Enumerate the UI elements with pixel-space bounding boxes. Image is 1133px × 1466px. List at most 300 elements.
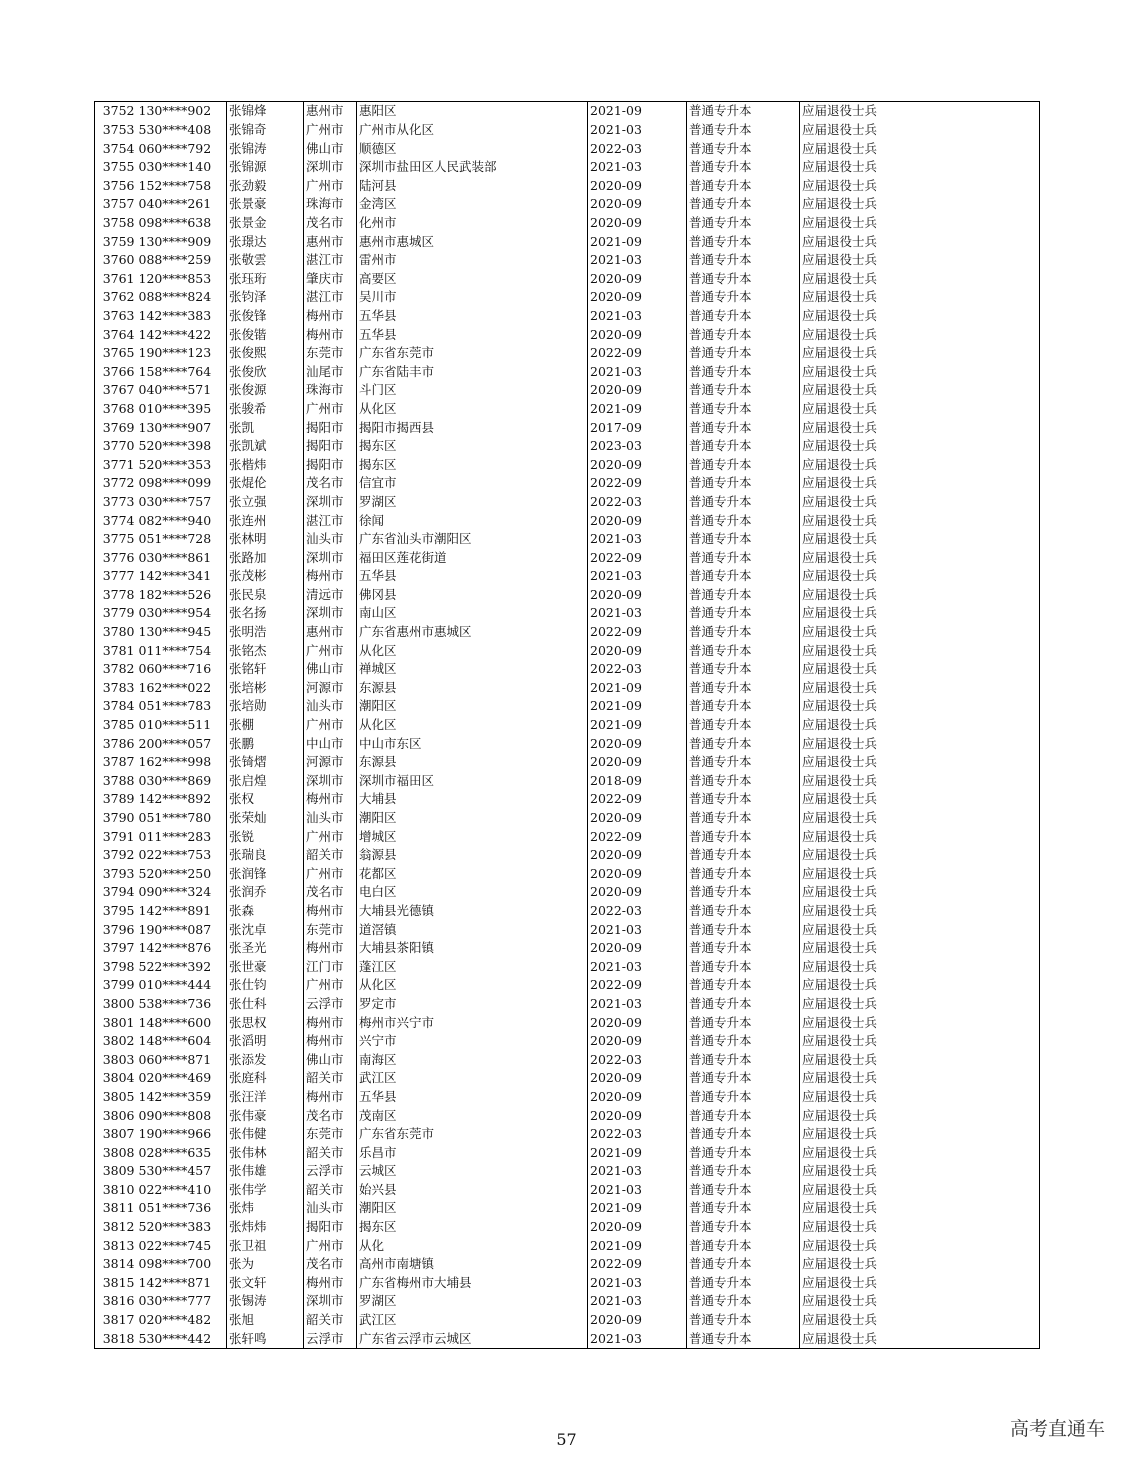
cell-seq: 3780: [95, 623, 137, 642]
cell-date: 2022-09: [588, 790, 687, 809]
cell-category: 应届退役士兵: [800, 1050, 1040, 1069]
cell-city: 惠州市: [304, 623, 357, 642]
cell-type: 普通专升本: [687, 1069, 800, 1088]
cell-cand: 040****261: [137, 195, 227, 214]
table-row: [95, 902, 1040, 921]
cell-date: 2021-03: [588, 920, 687, 939]
cell-type: 普通专升本: [687, 1087, 800, 1106]
cell-type: 普通专升本: [687, 362, 800, 381]
cell-category: 应届退役士兵: [800, 102, 1040, 121]
cell-category: 应届退役士兵: [800, 641, 1040, 660]
cell-category: 应届退役士兵: [800, 809, 1040, 828]
cell-cand: 051****780: [137, 809, 227, 828]
cell-cand: 142****383: [137, 307, 227, 326]
cell-cand: 142****871: [137, 1273, 227, 1292]
table-row: [95, 1106, 1040, 1125]
cell-district: 乐昌市: [357, 1143, 588, 1162]
cell-category: 应届退役士兵: [800, 1329, 1040, 1348]
cell-city: 东莞市: [304, 344, 357, 363]
cell-seq: 3769: [95, 418, 137, 437]
cell-date: 2021-03: [588, 362, 687, 381]
cell-date: 2021-03: [588, 121, 687, 140]
cell-cand: 520****398: [137, 437, 227, 456]
cell-name: 张为: [227, 1255, 304, 1274]
cell-name: 张润锋: [227, 864, 304, 883]
cell-category: 应届退役士兵: [800, 623, 1040, 642]
cell-cand: 051****736: [137, 1199, 227, 1218]
cell-name: 张敬雲: [227, 251, 304, 270]
cell-date: 2021-03: [588, 1180, 687, 1199]
table-row: [95, 976, 1040, 995]
cell-type: 普通专升本: [687, 660, 800, 679]
table-row: [95, 1273, 1040, 1292]
cell-district: 佛冈县: [357, 585, 588, 604]
cell-district: 陆河县: [357, 176, 588, 195]
cell-category: 应届退役士兵: [800, 288, 1040, 307]
cell-city: 韶关市: [304, 1311, 357, 1330]
cell-category: 应届退役士兵: [800, 381, 1040, 400]
cell-category: 应届退役士兵: [800, 344, 1040, 363]
cell-cand: 030****861: [137, 548, 227, 567]
cell-type: 普通专升本: [687, 437, 800, 456]
cell-seq: 3779: [95, 604, 137, 623]
cell-name: 张圣光: [227, 939, 304, 958]
cell-district: 高州市南塘镇: [357, 1255, 588, 1274]
cell-district: 广东省汕头市潮阳区: [357, 530, 588, 549]
cell-name: 张铭杰: [227, 641, 304, 660]
cell-district: 五华县: [357, 307, 588, 326]
table-row: [95, 1013, 1040, 1032]
cell-date: 2021-03: [588, 567, 687, 586]
cell-city: 湛江市: [304, 288, 357, 307]
cell-category: 应届退役士兵: [800, 1013, 1040, 1032]
cell-name: 张滔明: [227, 1032, 304, 1051]
cell-date: 2021-09: [588, 697, 687, 716]
cell-date: 2022-09: [588, 976, 687, 995]
cell-cand: 520****383: [137, 1218, 227, 1237]
cell-district: 武江区: [357, 1311, 588, 1330]
cell-city: 韶关市: [304, 1069, 357, 1088]
cell-date: 2021-03: [588, 1292, 687, 1311]
cell-district: 揭东区: [357, 1218, 588, 1237]
cell-name: 张俊锴: [227, 325, 304, 344]
cell-type: 普通专升本: [687, 474, 800, 493]
cell-city: 汕尾市: [304, 362, 357, 381]
cell-seq: 3759: [95, 232, 137, 251]
cell-seq: 3784: [95, 697, 137, 716]
cell-date: 2022-09: [588, 474, 687, 493]
cell-city: 东莞市: [304, 1125, 357, 1144]
cell-category: 应届退役士兵: [800, 139, 1040, 158]
cell-city: 云浮市: [304, 1162, 357, 1181]
cell-city: 梅州市: [304, 1087, 357, 1106]
cell-category: 应届退役士兵: [800, 1311, 1040, 1330]
cell-seq: 3818: [95, 1329, 137, 1348]
cell-date: 2018-09: [588, 771, 687, 790]
cell-city: 佛山市: [304, 1050, 357, 1069]
cell-category: 应届退役士兵: [800, 437, 1040, 456]
cell-category: 应届退役士兵: [800, 716, 1040, 735]
cell-name: 张锦源: [227, 158, 304, 177]
cell-cand: 090****808: [137, 1106, 227, 1125]
cell-cand: 010****444: [137, 976, 227, 995]
cell-type: 普通专升本: [687, 716, 800, 735]
cell-seq: 3807: [95, 1125, 137, 1144]
cell-category: 应届退役士兵: [800, 400, 1040, 419]
cell-name: 张茂彬: [227, 567, 304, 586]
cell-cand: 120****853: [137, 269, 227, 288]
cell-cand: 538****736: [137, 995, 227, 1014]
cell-category: 应届退役士兵: [800, 939, 1040, 958]
table-row: [95, 362, 1040, 381]
cell-type: 普通专升本: [687, 1218, 800, 1237]
cell-seq: 3810: [95, 1180, 137, 1199]
cell-cand: 190****123: [137, 344, 227, 363]
table-row: [95, 214, 1040, 233]
cell-seq: 3790: [95, 809, 137, 828]
cell-name: 张俊欣: [227, 362, 304, 381]
cell-category: 应届退役士兵: [800, 753, 1040, 772]
cell-category: 应届退役士兵: [800, 195, 1040, 214]
cell-district: 雷州市: [357, 251, 588, 270]
cell-name: 张劲毅: [227, 176, 304, 195]
cell-category: 应届退役士兵: [800, 214, 1040, 233]
cell-name: 张锦奇: [227, 121, 304, 140]
cell-category: 应届退役士兵: [800, 548, 1040, 567]
cell-seq: 3765: [95, 344, 137, 363]
cell-cand: 051****728: [137, 530, 227, 549]
cell-name: 张锦烽: [227, 102, 304, 121]
cell-cand: 520****250: [137, 864, 227, 883]
cell-name: 张启煌: [227, 771, 304, 790]
cell-district: 金湾区: [357, 195, 588, 214]
cell-type: 普通专升本: [687, 288, 800, 307]
cell-name: 张景金: [227, 214, 304, 233]
cell-city: 深圳市: [304, 548, 357, 567]
cell-type: 普通专升本: [687, 1013, 800, 1032]
cell-type: 普通专升本: [687, 1032, 800, 1051]
cell-seq: 3777: [95, 567, 137, 586]
table-row: [95, 641, 1040, 660]
cell-type: 普通专升本: [687, 418, 800, 437]
cell-name: 张卫祖: [227, 1236, 304, 1255]
cell-date: 2020-09: [588, 585, 687, 604]
cell-category: 应届退役士兵: [800, 567, 1040, 586]
table-row: [95, 381, 1040, 400]
table-row: [95, 1292, 1040, 1311]
table-row: [95, 418, 1040, 437]
cell-seq: 3761: [95, 269, 137, 288]
cell-seq: 3755: [95, 158, 137, 177]
cell-date: 2022-03: [588, 139, 687, 158]
cell-cand: 190****966: [137, 1125, 227, 1144]
cell-type: 普通专升本: [687, 827, 800, 846]
cell-category: 应届退役士兵: [800, 474, 1040, 493]
cell-date: 2020-09: [588, 883, 687, 902]
cell-category: 应届退役士兵: [800, 1236, 1040, 1255]
cell-district: 云城区: [357, 1162, 588, 1181]
cell-date: 2020-09: [588, 176, 687, 195]
cell-cand: 130****902: [137, 102, 227, 121]
cell-district: 禅城区: [357, 660, 588, 679]
cell-type: 普通专升本: [687, 102, 800, 121]
cell-seq: 3811: [95, 1199, 137, 1218]
cell-district: 五华县: [357, 1087, 588, 1106]
cell-type: 普通专升本: [687, 957, 800, 976]
table-row: [95, 344, 1040, 363]
cell-city: 江门市: [304, 957, 357, 976]
cell-city: 梅州市: [304, 790, 357, 809]
cell-district: 从化: [357, 1236, 588, 1255]
cell-cand: 060****792: [137, 139, 227, 158]
cell-district: 从化区: [357, 641, 588, 660]
cell-district: 顺德区: [357, 139, 588, 158]
cell-seq: 3813: [95, 1236, 137, 1255]
cell-category: 应届退役士兵: [800, 678, 1040, 697]
cell-district: 罗湖区: [357, 1292, 588, 1311]
cell-name: 张钧泽: [227, 288, 304, 307]
cell-type: 普通专升本: [687, 1180, 800, 1199]
cell-city: 揭阳市: [304, 1218, 357, 1237]
table-row: [95, 1180, 1040, 1199]
cell-cand: 142****422: [137, 325, 227, 344]
table-row: [95, 1162, 1040, 1181]
cell-seq: 3766: [95, 362, 137, 381]
cell-city: 河源市: [304, 678, 357, 697]
cell-cand: 088****824: [137, 288, 227, 307]
cell-cand: 182****526: [137, 585, 227, 604]
table-row: [95, 1199, 1040, 1218]
cell-cand: 130****909: [137, 232, 227, 251]
cell-type: 普通专升本: [687, 176, 800, 195]
cell-type: 普通专升本: [687, 1199, 800, 1218]
cell-type: 普通专升本: [687, 158, 800, 177]
cell-date: 2020-09: [588, 269, 687, 288]
cell-category: 应届退役士兵: [800, 269, 1040, 288]
cell-cand: 010****511: [137, 716, 227, 735]
cell-type: 普通专升本: [687, 939, 800, 958]
cell-type: 普通专升本: [687, 511, 800, 530]
cell-category: 应届退役士兵: [800, 251, 1040, 270]
cell-name: 张路加: [227, 548, 304, 567]
cell-cand: 522****392: [137, 957, 227, 976]
cell-district: 惠阳区: [357, 102, 588, 121]
cell-name: 张培勋: [227, 697, 304, 716]
cell-district: 从化区: [357, 716, 588, 735]
cell-district: 梅州市兴宁市: [357, 1013, 588, 1032]
cell-date: 2022-03: [588, 492, 687, 511]
cell-city: 珠海市: [304, 381, 357, 400]
cell-city: 河源市: [304, 753, 357, 772]
cell-cand: 082****940: [137, 511, 227, 530]
cell-district: 翁源县: [357, 846, 588, 865]
table-row: [95, 195, 1040, 214]
table-row: [95, 995, 1040, 1014]
cell-date: 2020-09: [588, 288, 687, 307]
cell-name: 张沈卓: [227, 920, 304, 939]
cell-seq: 3786: [95, 734, 137, 753]
cell-category: 应届退役士兵: [800, 492, 1040, 511]
cell-district: 罗湖区: [357, 492, 588, 511]
cell-type: 普通专升本: [687, 455, 800, 474]
cell-district: 斗门区: [357, 381, 588, 400]
cell-type: 普通专升本: [687, 567, 800, 586]
cell-date: 2022-09: [588, 548, 687, 567]
cell-type: 普通专升本: [687, 902, 800, 921]
cell-date: 2022-09: [588, 1255, 687, 1274]
cell-seq: 3794: [95, 883, 137, 902]
cell-district: 深圳市盐田区人民武装部: [357, 158, 588, 177]
cell-name: 张林明: [227, 530, 304, 549]
cell-cand: 130****907: [137, 418, 227, 437]
cell-cand: 530****457: [137, 1162, 227, 1181]
cell-cand: 142****341: [137, 567, 227, 586]
cell-category: 应届退役士兵: [800, 121, 1040, 140]
cell-city: 广州市: [304, 1236, 357, 1255]
cell-cand: 030****757: [137, 492, 227, 511]
cell-type: 普通专升本: [687, 1162, 800, 1181]
cell-date: 2021-09: [588, 716, 687, 735]
cell-type: 普通专升本: [687, 214, 800, 233]
cell-cand: 020****469: [137, 1069, 227, 1088]
cell-type: 普通专升本: [687, 641, 800, 660]
table-row: [95, 139, 1040, 158]
table-row: [95, 623, 1040, 642]
cell-district: 大埔县光德镇: [357, 902, 588, 921]
cell-district: 从化区: [357, 976, 588, 995]
table-row: [95, 939, 1040, 958]
cell-date: 2021-03: [588, 307, 687, 326]
cell-district: 惠州市惠城区: [357, 232, 588, 251]
cell-type: 普通专升本: [687, 809, 800, 828]
cell-category: 应届退役士兵: [800, 734, 1040, 753]
cell-cand: 148****600: [137, 1013, 227, 1032]
cell-cand: 530****408: [137, 121, 227, 140]
cell-district: 化州市: [357, 214, 588, 233]
cell-city: 揭阳市: [304, 437, 357, 456]
table-row: [95, 455, 1040, 474]
cell-category: 应届退役士兵: [800, 455, 1040, 474]
cell-seq: 3797: [95, 939, 137, 958]
cell-type: 普通专升本: [687, 753, 800, 772]
cell-district: 高要区: [357, 269, 588, 288]
table-row: [95, 697, 1040, 716]
cell-name: 张润乔: [227, 883, 304, 902]
cell-district: 大埔县: [357, 790, 588, 809]
cell-date: 2020-09: [588, 455, 687, 474]
cell-cand: 200****057: [137, 734, 227, 753]
cell-category: 应届退役士兵: [800, 585, 1040, 604]
cell-name: 张璟达: [227, 232, 304, 251]
cell-cand: 030****869: [137, 771, 227, 790]
table-row: [95, 1329, 1040, 1348]
cell-district: 中山市东区: [357, 734, 588, 753]
cell-category: 应届退役士兵: [800, 883, 1040, 902]
cell-date: 2021-03: [588, 995, 687, 1014]
cell-name: 张名扬: [227, 604, 304, 623]
cell-type: 普通专升本: [687, 1255, 800, 1274]
cell-district: 东源县: [357, 678, 588, 697]
cell-cand: 162****998: [137, 753, 227, 772]
cell-seq: 3771: [95, 455, 137, 474]
cell-name: 张轩鸣: [227, 1329, 304, 1348]
cell-name: 张世豪: [227, 957, 304, 976]
cell-district: 从化区: [357, 400, 588, 419]
cell-date: 2021-09: [588, 1143, 687, 1162]
cell-date: 2020-09: [588, 214, 687, 233]
table-row: [95, 1069, 1040, 1088]
cell-district: 徐闻: [357, 511, 588, 530]
cell-date: 2021-03: [588, 251, 687, 270]
table-row: [95, 790, 1040, 809]
cell-seq: 3760: [95, 251, 137, 270]
cell-city: 深圳市: [304, 492, 357, 511]
cell-type: 普通专升本: [687, 790, 800, 809]
cell-district: 广东省惠州市惠城区: [357, 623, 588, 642]
table-row: [95, 734, 1040, 753]
cell-category: 应届退役士兵: [800, 418, 1040, 437]
table-row: [95, 585, 1040, 604]
cell-city: 梅州市: [304, 325, 357, 344]
table-row: [95, 288, 1040, 307]
table-row: [95, 269, 1040, 288]
cell-type: 普通专升本: [687, 883, 800, 902]
cell-category: 应届退役士兵: [800, 827, 1040, 846]
cell-name: 张汪洋: [227, 1087, 304, 1106]
cell-city: 广州市: [304, 716, 357, 735]
cell-city: 中山市: [304, 734, 357, 753]
cell-district: 深圳市福田区: [357, 771, 588, 790]
cell-city: 佛山市: [304, 660, 357, 679]
cell-type: 普通专升本: [687, 269, 800, 288]
cell-date: 2020-09: [588, 195, 687, 214]
cell-seq: 3752: [95, 102, 137, 121]
cell-city: 云浮市: [304, 995, 357, 1014]
table-row: [95, 827, 1040, 846]
table-row: [95, 232, 1040, 251]
cell-date: 2020-09: [588, 511, 687, 530]
cell-seq: 3801: [95, 1013, 137, 1032]
cell-city: 汕头市: [304, 1199, 357, 1218]
table-row: [95, 102, 1040, 121]
cell-district: 广东省陆丰市: [357, 362, 588, 381]
cell-seq: 3773: [95, 492, 137, 511]
cell-district: 电白区: [357, 883, 588, 902]
cell-district: 广东省云浮市云城区: [357, 1329, 588, 1348]
cell-category: 应届退役士兵: [800, 232, 1040, 251]
cell-district: 东源县: [357, 753, 588, 772]
cell-cand: 020****482: [137, 1311, 227, 1330]
table-row: [95, 1050, 1040, 1069]
cell-city: 肇庆市: [304, 269, 357, 288]
cell-type: 普通专升本: [687, 771, 800, 790]
cell-city: 湛江市: [304, 511, 357, 530]
cell-date: 2021-03: [588, 604, 687, 623]
cell-category: 应届退役士兵: [800, 1125, 1040, 1144]
cell-category: 应届退役士兵: [800, 1143, 1040, 1162]
cell-category: 应届退役士兵: [800, 1273, 1040, 1292]
cell-seq: 3775: [95, 530, 137, 549]
table-row: [95, 1032, 1040, 1051]
table-row: [95, 511, 1040, 530]
cell-category: 应届退役士兵: [800, 325, 1040, 344]
cell-seq: 3763: [95, 307, 137, 326]
cell-seq: 3815: [95, 1273, 137, 1292]
table-row: [95, 548, 1040, 567]
cell-type: 普通专升本: [687, 1311, 800, 1330]
cell-category: 应届退役士兵: [800, 697, 1040, 716]
table-row: [95, 660, 1040, 679]
